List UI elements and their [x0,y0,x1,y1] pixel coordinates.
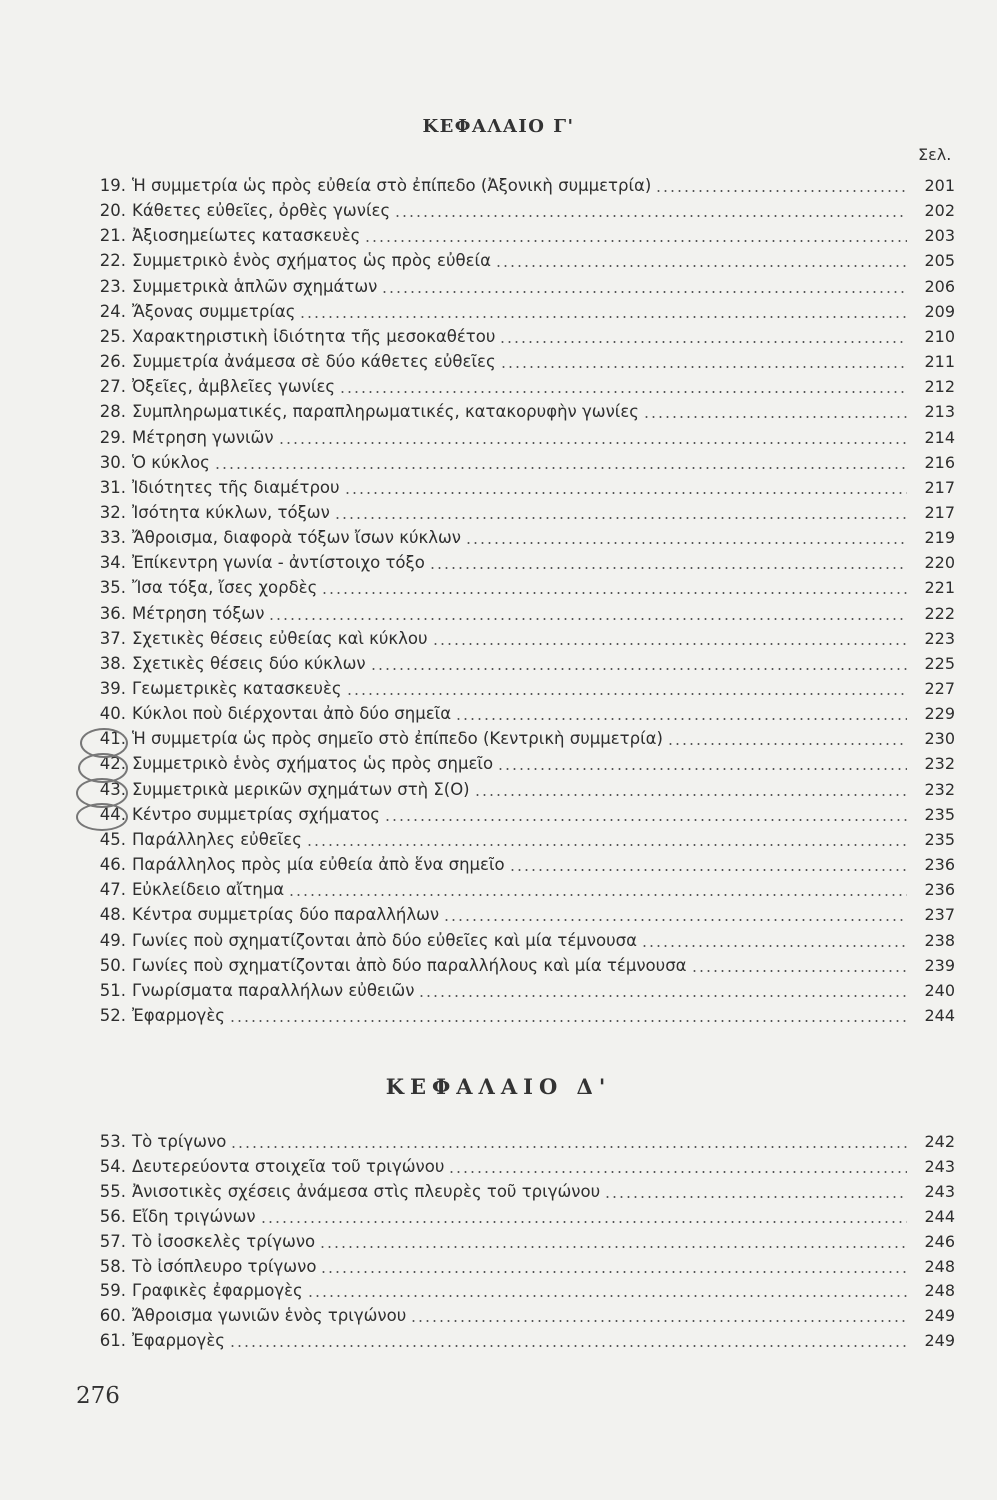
toc-entry-page: 249 [924,1331,955,1351]
dot-leader [641,945,907,947]
dot-leader [465,542,907,544]
toc-entry-title: Συμμετρικὸ ἑνὸς σχήματος ὡς πρὸς σημεῖο [132,754,494,774]
dot-leader [643,416,907,418]
toc-entry-page: 230 [924,729,955,749]
dot-leader [230,1146,907,1148]
toc-entry [74,1276,955,1301]
dot-leader [432,643,907,645]
toc-entry-number: 58. [99,1256,126,1276]
toc-entry-number: 52. [99,1005,126,1025]
dot-leader [455,718,907,720]
toc-entry-page: 203 [924,226,955,246]
toc-entry [74,473,955,498]
toc-entry [74,1127,955,1152]
toc-entry-title: Γωνίες ποὺ σχηματίζονται ἀπὸ δύο παραλλήλους καὶ μία τέμνουσα [132,955,687,975]
toc-entry-title: Παράλληλες εὐθεῖες [132,829,302,849]
toc-entry [74,1326,955,1351]
toc-entry-page: 248 [924,1281,955,1301]
toc-entry-title: Συμμετρικὰ ἁπλῶν σχημάτων [132,276,378,296]
toc-entry-title: Ἀνισοτικὲς σχέσεις ἀνάμεσα στὶς πλευρὲς τοῦ τριγώνου [132,1181,601,1201]
toc-entry-number: 51. [99,980,126,1000]
toc-entry-title: Σχετικὲς θέσεις δύο κύκλων [132,653,366,673]
toc-entry [74,1227,955,1252]
toc-entry-title: Ἐπίκεντρη γωνία - ἀντίστοιχο τόξο [132,553,425,573]
dot-leader [229,1020,907,1022]
toc-entry-number: 33. [99,528,126,548]
dot-leader [394,215,907,217]
toc-entry-page: 244 [924,1005,955,1025]
handwritten-circle-mark [76,803,128,831]
toc-entry-title: Τὸ ἰσοσκελὲς τρίγωνο [132,1231,316,1251]
toc-entry-page: 239 [924,955,955,975]
toc-entry-page: 221 [924,578,955,598]
dot-leader [418,995,907,997]
toc-entry-number: 45. [99,829,126,849]
toc-entry-number: 48. [99,905,126,925]
toc-entry-number: 41. [99,729,126,749]
toc-entry [74,674,955,699]
toc-entry-number: 40. [99,704,126,724]
toc-entry-title: Εἴδη τριγώνων [132,1206,256,1226]
toc-entry-number: 60. [99,1306,126,1326]
toc-entry-page: 210 [924,326,955,346]
toc-entry-page: 243 [924,1156,955,1176]
dot-leader [370,668,907,670]
toc-entry [74,724,955,749]
toc-entry-title: Κέντρο συμμετρίας σχήματος [132,804,380,824]
dot-leader [667,743,907,745]
toc-entry-number: 37. [99,628,126,648]
toc-entry-number: 34. [99,553,126,573]
toc-entry [74,649,955,674]
toc-entry-title: Συμπληρωματικές, παραπληρωματικές, κατακορυφὴν γωνίες [132,402,639,422]
toc-entry-page: 232 [924,754,955,774]
dot-leader [500,366,907,368]
dot-leader [306,844,907,846]
dot-leader [339,391,907,393]
toc-entry [74,498,955,523]
toc-entry-title: Μέτρηση γωνιῶν [132,427,274,447]
toc-entry [74,397,955,422]
toc-entry [74,850,955,875]
toc-entry-title: Ἄθροισμα, διαφορὰ τόξων ἴσων κύκλων [132,528,462,548]
toc-entry-title: Κέντρα συμμετρίας δύο παραλλήλων [132,905,440,925]
chapter-d-heading: ΚΕΦΑΛΑΙΟ Δ' [385,1074,612,1099]
toc-entry-number: 25. [99,326,126,346]
toc-entry-title: Ἴσα τόξα, ἴσες χορδὲς [132,578,318,598]
toc-entry-page: 219 [924,528,955,548]
toc-entry [74,347,955,372]
toc-entry-title: Ἰσότητα κύκλων, τόξων [132,502,330,522]
toc-entry-number: 24. [99,301,126,321]
toc-entry [74,775,955,800]
toc-entry-number: 59. [99,1281,126,1301]
toc-entry-number: 49. [99,930,126,950]
toc-entry-page: 232 [924,779,955,799]
dot-leader [278,442,907,444]
toc-entry-page: 235 [924,829,955,849]
toc-entry-page: 240 [924,980,955,1000]
toc-entry [74,1152,955,1177]
toc-entry [74,246,955,271]
dot-leader [229,1345,907,1347]
toc-entry-number: 29. [99,427,126,447]
toc-entry-title: Συμμετρικὰ μερικῶν σχημάτων στὴ Σ(Ο) [132,779,470,799]
toc-entry-title: Γραφικὲς ἐφαρμογὲς [132,1281,303,1301]
toc-entry-number: 50. [99,955,126,975]
toc-entry-number: 19. [99,176,126,195]
toc-entry-page: 211 [924,352,955,372]
dot-leader [443,919,907,921]
toc-entry-page: 213 [924,402,955,422]
toc-entry-title: Παράλληλος πρὸς μία εὐθεία ἀπὸ ἕνα σημεῖο [132,855,505,875]
dot-leader [497,768,907,770]
toc-entry [74,699,955,724]
dot-leader [410,1320,907,1322]
toc-entry-page: 206 [924,276,955,296]
toc-entry-title: Χαρακτηριστικὴ ἰδιότητα τῆς μεσοκαθέτου [132,326,496,346]
toc-entry-title: Ἐφαρμογὲς [132,1331,225,1351]
toc-entry-title: Ὀξεῖες, ἀμβλεῖες γωνίες [132,377,336,397]
toc-entry-title: Ἄθροισμα γωνιῶν ἑνὸς τριγώνου [132,1306,407,1326]
toc-entry [74,749,955,774]
dot-leader [499,341,907,343]
toc-entry [74,976,955,1001]
toc-entry-number: 38. [99,653,126,673]
toc-entry-page: 246 [924,1231,955,1251]
toc-entry-title: Εὐκλείδειο αἴτημα [132,880,285,900]
toc-entry [74,1301,955,1326]
toc-entry [74,1202,955,1227]
toc-entry-page: 225 [924,653,955,673]
toc-entry-number: 28. [99,402,126,422]
toc-entry-number: 21. [99,226,126,246]
toc-entry [74,573,955,598]
dot-leader [474,794,907,796]
toc-entry [74,926,955,951]
dot-leader [604,1196,907,1198]
toc-entry-number: 43. [99,779,126,799]
toc-entry [74,825,955,850]
toc-entry-page: 220 [924,553,955,573]
toc-entry-page: 248 [924,1256,955,1276]
toc-entry-number: 47. [99,880,126,900]
toc-entry-page: 201 [924,176,955,195]
toc-entry [74,1177,955,1202]
toc-entry [74,523,955,548]
toc-entry-page: 237 [924,905,955,925]
toc-entry-page: 229 [924,704,955,724]
chapter-g-heading: ΚΕΦΑΛΑΙΟ Γ' [422,116,575,137]
toc-entry [74,272,955,297]
toc-entry-page: 227 [924,679,955,698]
toc-entry [74,800,955,825]
toc-entry-number: 39. [99,679,126,698]
toc-entry-number: 27. [99,377,126,397]
toc-entry [74,875,955,900]
dot-leader [691,970,907,972]
toc-entry-title: Κύκλοι ποὺ διέρχονται ἀπὸ δύο σημεῖα [132,704,452,724]
toc-entry-number: 44. [99,804,126,824]
toc-entry [74,372,955,397]
toc-entry-page: 217 [924,502,955,522]
dot-leader [288,894,907,896]
dot-leader [319,1246,907,1248]
toc-entry-title: Γνωρίσματα παραλλήλων εὐθειῶν [132,980,415,1000]
toc-entry-page: 236 [924,855,955,875]
toc-entry-number: 42. [99,754,126,774]
toc-entry-number: 22. [99,251,126,271]
toc-entry-title: Κάθετες εὐθεῖες, ὀρθὲς γωνίες [132,201,391,221]
toc-entry-page: 202 [924,201,955,221]
toc-entry-number: 55. [99,1181,126,1201]
toc-entry-title: Γωνίες ποὺ σχηματίζονται ἀπὸ δύο εὐθεῖες καὶ μία τέμνουσα [132,930,637,950]
toc-entry [74,196,955,221]
toc-entry-number: 26. [99,352,126,372]
dot-leader [509,869,907,871]
toc-entry-number: 20. [99,201,126,221]
toc-entry [74,548,955,573]
toc-entry-page: 222 [924,603,955,623]
toc-entry [74,1001,955,1026]
toc-entry-title: Ὁ κύκλος [132,452,210,472]
dot-leader [268,618,907,620]
toc-entry-number: 57. [99,1231,126,1251]
toc-entry-page: 249 [924,1306,955,1326]
toc-entry [74,900,955,925]
toc-entry-page: 212 [924,377,955,397]
toc-entry-title: Συμμετρία ἀνάμεσα σὲ δύο κάθετες εὐθεῖες [132,352,496,372]
toc-entry-title: Ἡ συμμετρία ὡς πρὸς σημεῖο στὸ ἐπίπεδο (Κεντρικὴ συμμετρία) [132,729,663,749]
toc-entry-page: 217 [924,477,955,497]
toc-entry-title: Συμμετρικὸ ἑνὸς σχήματος ὡς πρὸς εὐθεία [132,251,491,271]
toc-entry-page: 235 [924,804,955,824]
toc-entry-number: 54. [99,1156,126,1176]
toc-entry [74,1252,955,1277]
toc-entry-number: 61. [99,1331,126,1351]
page-number: 276 [76,1383,120,1409]
dot-leader [384,819,907,821]
dot-leader [299,316,907,318]
toc-entry [74,624,955,649]
toc-entry [74,448,955,473]
toc-entry-page: 223 [924,628,955,648]
toc-entry-title: Μέτρηση τόξων [132,603,265,623]
toc-entry-number: 36. [99,603,126,623]
toc-entry-title: Ἀξιοσημείωτες κατασκευὲς [132,226,361,246]
toc-entry-number: 35. [99,578,126,598]
dot-leader [381,291,907,293]
page-column-label: Σελ. [918,145,952,164]
dot-leader [344,492,907,494]
dot-leader [448,1171,907,1173]
dot-leader [307,1295,907,1297]
dot-leader [346,693,907,695]
toc-entry-page: 236 [924,880,955,900]
toc-entry-page: 209 [924,301,955,321]
toc-entry-page: 238 [924,930,955,950]
dot-leader [655,190,907,192]
toc-entry-title: Ἡ συμμετρία ὡς πρὸς εὐθεία στὸ ἐπίπεδο (Ἀξονικὴ συμμετρία) [132,176,652,195]
toc-entry-title: Ἄξονας συμμετρίας [132,301,296,321]
dot-leader [334,517,907,519]
dot-leader [364,240,907,242]
toc-entry [74,423,955,448]
toc-entry-number: 30. [99,452,126,472]
toc-entry-title: Ἰδιότητες τῆς διαμέτρου [132,477,340,497]
dot-leader [321,592,907,594]
toc-entry-page: 243 [924,1181,955,1201]
toc-entry-page: 244 [924,1206,955,1226]
dot-leader [214,467,907,469]
toc-entry-number: 31. [99,477,126,497]
toc-entry [74,297,955,322]
toc-entry-title: Γεωμετρικὲς κατασκευὲς [132,679,342,698]
dot-leader [495,265,907,267]
toc-entry-title: Ἐφαρμογὲς [132,1005,225,1025]
toc-entry-number: 56. [99,1206,126,1226]
toc-entry-number: 32. [99,502,126,522]
toc-entry-number: 53. [99,1132,126,1151]
toc-entry-page: 216 [924,452,955,472]
toc-entry [74,951,955,976]
toc-entry [74,171,955,196]
toc-entry-title: Σχετικὲς θέσεις εὐθείας καὶ κύκλου [132,628,428,648]
toc-entry-title: Δευτερεύοντα στοιχεῖα τοῦ τριγώνου [132,1156,445,1176]
toc-entry-page: 214 [924,427,955,447]
toc-entry-page: 205 [924,251,955,271]
toc-entry-title: Τὸ ἰσόπλευρο τρίγωνο [132,1256,317,1276]
toc-entry-title: Τὸ τρίγωνο [132,1132,227,1151]
toc-entry-number: 46. [99,855,126,875]
toc-entry-number: 23. [99,276,126,296]
dot-leader [260,1221,907,1223]
toc-entry [74,221,955,246]
dot-leader [429,567,907,569]
toc-entry [74,599,955,624]
dot-leader [320,1271,907,1273]
toc-entry-page: 242 [924,1132,955,1151]
toc-entry [74,322,955,347]
